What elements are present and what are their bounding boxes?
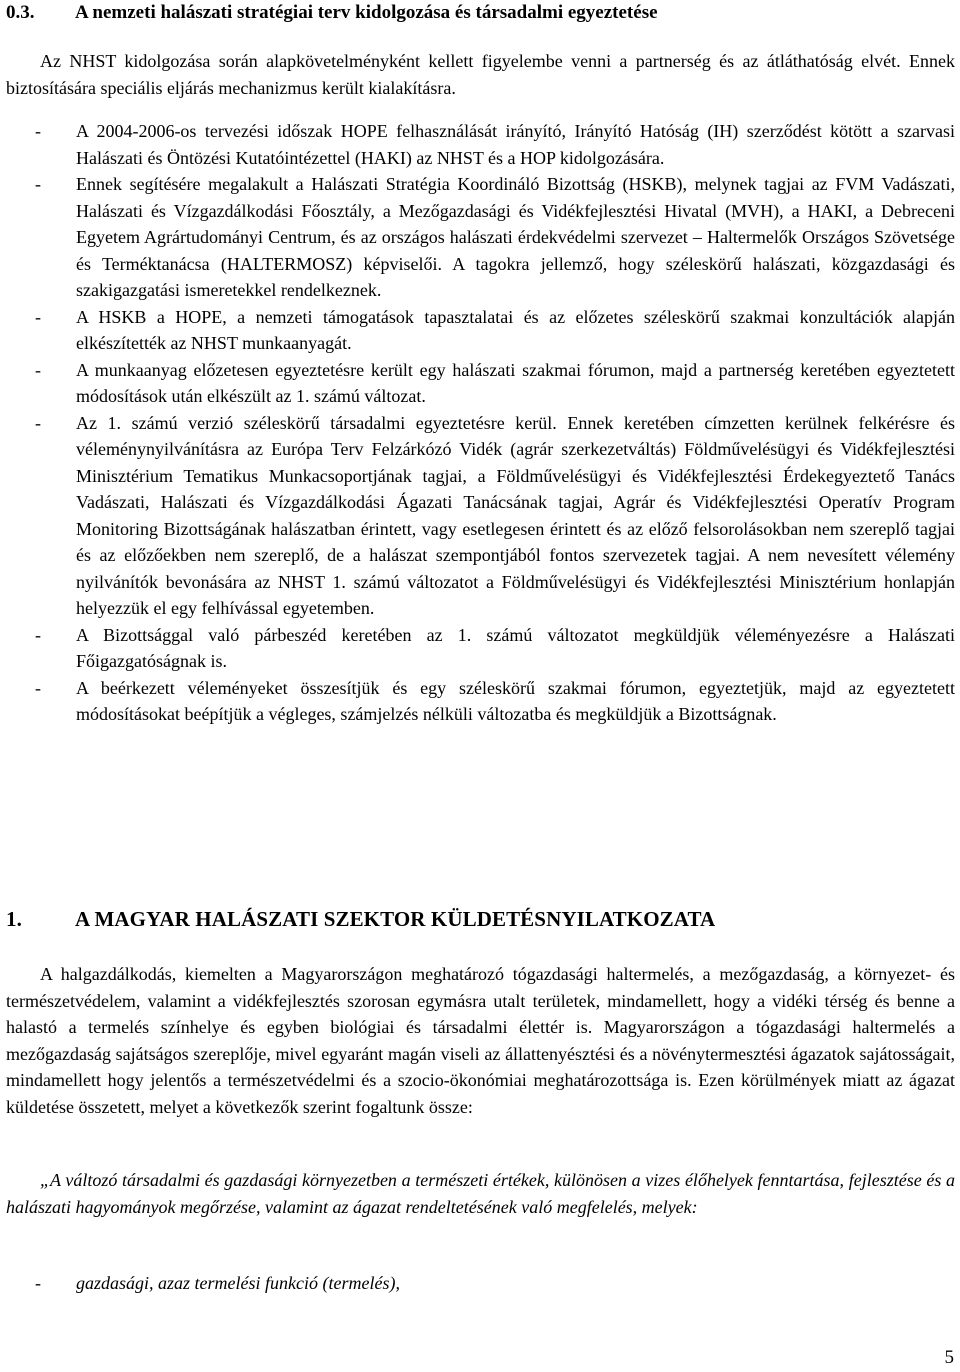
mission-paragraph: A halgazdálkodás, kiemelten a Magyarországon meghatározó tógazdasági haltermelés, a mezőgazdaság, a környezet- és természetvédelem, valamint a vidékfejlesztés szorosan egymásra utalt területek, mindamellett, hogy a vidéki térség és benne a halastó a termelés színhelye és egyben biológiai és társadalmi élettér is. Magyarországon a tógazdasági haltermelés a mezőgazdaság sajátságos szereplője, mivel egyaránt magán viseli az állattenyésztési és a növénytermesztési ágazatok sajátosságait, mindamellett hogy jelentős a természetvédelmi és a szocio-ökonómiai meghatározottsága is. Ezen körülmények miatt az ágazat küldetése összetett, melyet a következők szerint fogaltunk össze:: [6, 964, 955, 1117]
section-number: 0.3.: [6, 2, 35, 23]
list-item: [6, 622, 955, 675]
list-item: [6, 118, 955, 171]
list-item: [6, 410, 955, 622]
bullet-marker: -: [35, 306, 41, 327]
list-item-text: Az 1. számú verzió széleskörű társadalmi egyeztetésre kerül. Ennek keretében címzetten kerülnek felkérésre és véleménynyilvánításra az Európa Terv Felzárkózó Vidék (agrár szerkezetváltás) Földművelésügyi és Vidékfejlesztési Minisztérium Tematikus Munkacsoportjának tagjai, a Földművelésügyi és Vidékfejlesztési Érdekegyeztető Tanács Vadászati, Halászati és Vízgazdálkodási Ágazati Tanácsának tagjai, Agrár és Vidékfejlesztési Operatív Program Monitoring Bizottságának halászatban érintett, vagy esetlegesen érintett és az előző felsorolásokban nem szereplő tagjai és az előzőekben nem szereplő, de a halászat szempontjából fontos szervezetek tagjai. A nem nevesített vélemény nyilvánítók bevonására az NHST 1. számú változatot a Földművelésügyi és Vidékfejlesztési Minisztérium honlapján helyezzük el egy felhívással egyetemben.: [76, 412, 955, 618]
intro-paragraph: Az NHST kidolgozása során alapkövetelményként kellett figyelembe venni a partnerség és az átláthatóság elvét. Ennek biztosítására speciális eljárás mechanizmus került kialakításra.: [6, 51, 955, 98]
bullet-marker: -: [35, 121, 41, 141]
list-item-text: A munkaanyag előzetesen egyeztetésre került egy halászati szakmai fórumon, majd a partnerség keretében egyeztetett módosítások után elkészült az 1. számú változat.: [76, 359, 955, 406]
quote-bullet-list: [6, 1270, 955, 1297]
list-item-text: A beérkezett véleményeket összesítjük és egy széleskörű szakmai fórumon, egyeztetjük, majd az egyeztetett módosításokat beépítjük a végleges, számjelzés nélküli változatba és megküldjük a Bizottságnak.: [76, 677, 955, 724]
list-item: [6, 357, 955, 410]
procedure-bullet-list: [6, 118, 955, 728]
bullet-marker: -: [35, 359, 41, 380]
bullet-marker: -: [35, 677, 41, 698]
bullet-marker: -: [35, 412, 41, 433]
list-item-text: Ennek segítésére megalakult a Halászati Stratégia Koordináló Bizottság (HSKB), melynek tagjai az FVM Vadászati, Halászati és Vízgazdálkodási Főosztály, a Mezőgazdasági és Vidékfejlesztési Hivatal (MVH), a HAKI, a Debreceni Egyetem Agrártudományi Centrum, és az országos halászati érdekvédelmi szervezet – Haltermelők Országos Szövetsége és Terméktanácsa (HALTERMOSZ) képviselői. A tagokra jellemző, hogy széleskörű halászati, közgazdasági és szakigazgatási ismeretekkel rendelkeznek.: [76, 174, 955, 300]
list-item-text: A 2004-2006-os tervezési időszak HOPE felhasználását irányító, Irányító Hatóság (IH) szerződést kötött a szarvasi Halászati és Öntözési Kutatóintézettel (HAKI) az NHST és a HOP kidolgozására.: [76, 121, 955, 168]
section-title: A MAGYAR HALÁSZATI SZEKTOR KÜLDETÉSNYILATKOZATA: [75, 907, 716, 931]
page-number: 5: [944, 1347, 954, 1368]
bullet-marker: -: [35, 174, 41, 194]
bullet-marker: -: [35, 1273, 41, 1293]
list-item: [6, 1270, 955, 1297]
list-item-text: A HSKB a HOPE, a nemzeti támogatások tapasztalatai és az előzetes széleskörű szakmai konzultációk alapján elkészítették az NHST munkaanyagát.: [76, 306, 955, 353]
list-item: [6, 304, 955, 357]
list-item-text: A Bizottsággal való párbeszéd keretében az 1. számú változatot megküldjük véleményezésre a Halászati Főigazgatóságnak is.: [76, 624, 955, 671]
section-heading-0-3: [6, 0, 954, 27]
mission-quote: „A változó társadalmi és gazdasági környezetben a természeti értékek, különösen a vizes élőhelyek fenntartása, fejlesztése és a halászati hagyományok megőrzése, valamint az ágazat rendeltetésének való megfelelés, melyek:: [6, 1170, 955, 1217]
list-item: [6, 171, 955, 304]
bullet-marker: -: [35, 624, 41, 645]
list-item: [6, 675, 955, 728]
section-heading-1: [6, 906, 954, 933]
section-title: A nemzeti halászati stratégiai terv kidolgozása és társadalmi egyeztetése: [75, 2, 658, 23]
section-number: 1.: [6, 907, 22, 931]
list-item-text: gazdasági, azaz termelési funkció (termelés),: [76, 1273, 400, 1293]
